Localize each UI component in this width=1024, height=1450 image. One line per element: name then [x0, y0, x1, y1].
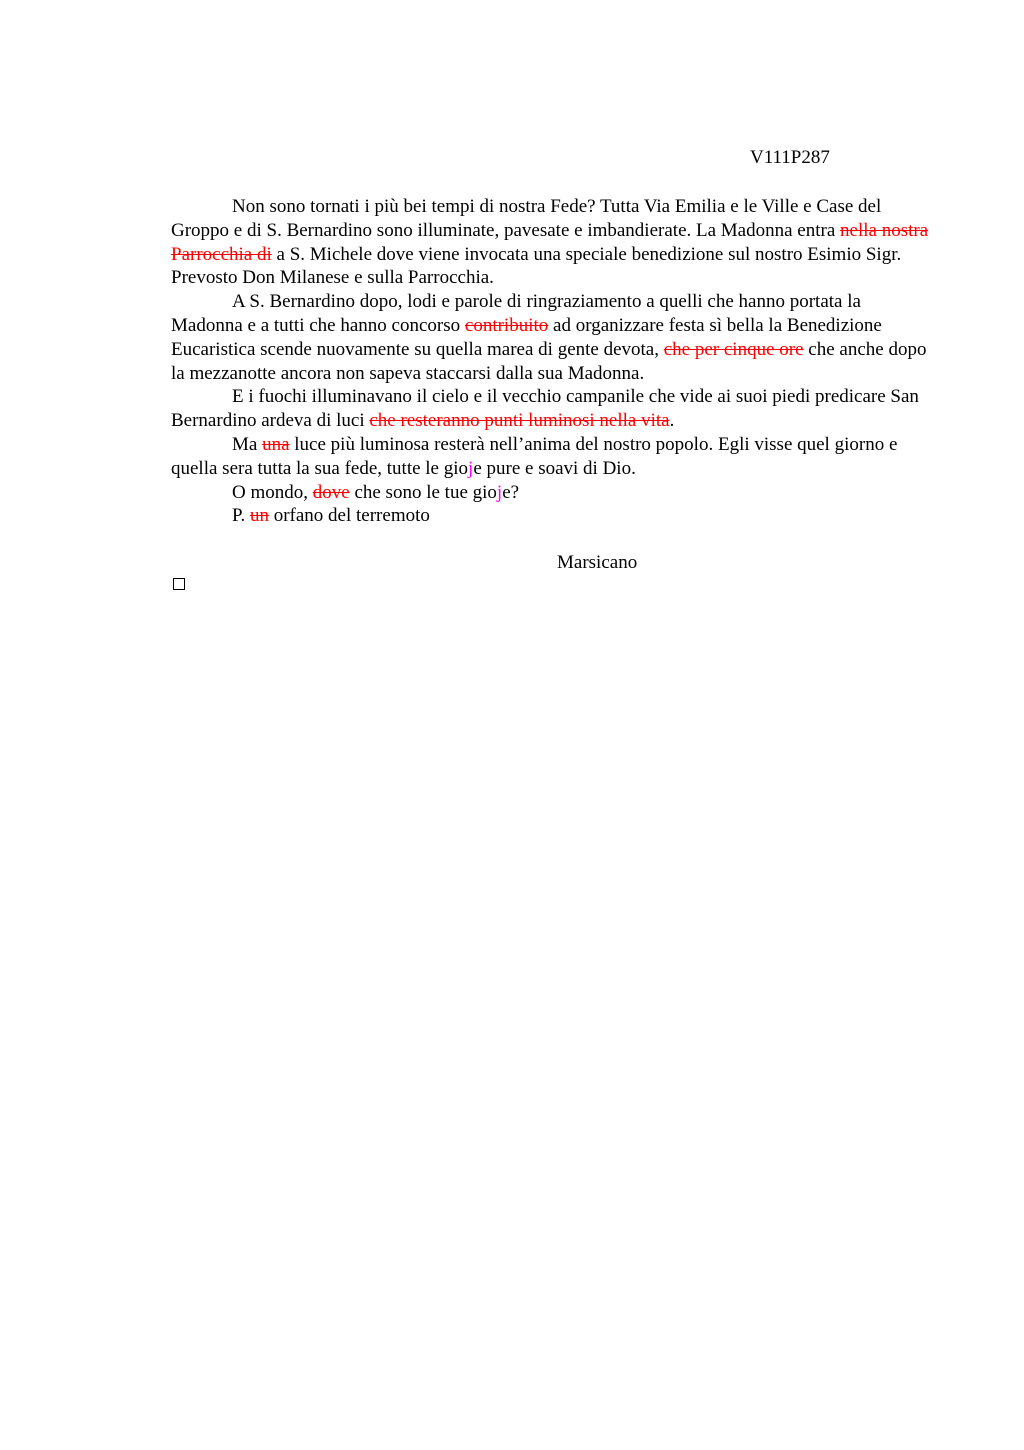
text-segment: . [669, 410, 675, 432]
text-segment: e pure e soavi di Dio. [473, 457, 636, 479]
deleted-text: dove [312, 481, 350, 503]
text-segment: O mondo, [232, 481, 313, 503]
paragraph [171, 290, 931, 385]
deleted-text: un [249, 505, 269, 527]
inserted-text: j [496, 481, 503, 503]
text-segment: Non sono tornati i più bei tempi di nostra Fede? Tutta Via Emilia e le Ville e Case del Groppo e di S. Bernardino sono illuminate, pavesate e imbandierate. La Madonna entra [171, 196, 882, 241]
deleted-text: una [262, 433, 290, 455]
text-segment: che sono le tue gio [349, 481, 497, 503]
paragraph [171, 385, 931, 433]
paragraph [171, 504, 931, 528]
text-segment: e? [502, 481, 520, 503]
text-segment: orfano del terremoto [268, 505, 430, 527]
text-segment: che anche dopo la mezzanotte ancora non sapeva staccarsi dalla sua Madonna. [171, 338, 927, 384]
deleted-text: contribuito [464, 314, 549, 336]
text-segment: E i fuochi illuminavano il cielo e il vecchio campanile che vide ai suoi piedi predicare San Bernardino ardeva di luci [171, 386, 919, 432]
paragraph [171, 481, 931, 505]
text-segment: ad organizzare festa sì bella la Benedizione Eucaristica scende nuovamente su quella marea di gente devota, [171, 314, 882, 360]
paragraph [171, 433, 931, 481]
deleted-text: che per cinque ore [663, 338, 804, 360]
text-segment: Ma [232, 433, 263, 455]
paragraph [171, 195, 931, 290]
deleted-text: che resteranno punti luminosi nella vita [369, 410, 670, 432]
text-segment: luce più luminosa resterà nell’anima del nostro popolo. Egli visse quel giorno e quella sera tutta la sua fede, tutte le gio [171, 433, 898, 479]
deleted-text: nella nostra Parrocchia di [171, 219, 929, 265]
body-text [171, 195, 931, 528]
signature: Marsicano [557, 552, 638, 573]
checkbox-icon[interactable] [173, 578, 185, 590]
page-id: V111P287 [750, 147, 830, 168]
inserted-text: j [468, 457, 474, 479]
text-segment: a S. Michele dove viene invocata una speciale benedizione sul nostro Esimio Sigr. Prevosto Don Milanese e sulla Parrocchia. [171, 243, 902, 289]
text-segment: A S. Bernardino dopo, lodi e parole di ringraziamento a quelli che hanno portata la Madonna e a tutti che hanno concorso [171, 291, 861, 336]
text-segment: P. [232, 505, 250, 527]
